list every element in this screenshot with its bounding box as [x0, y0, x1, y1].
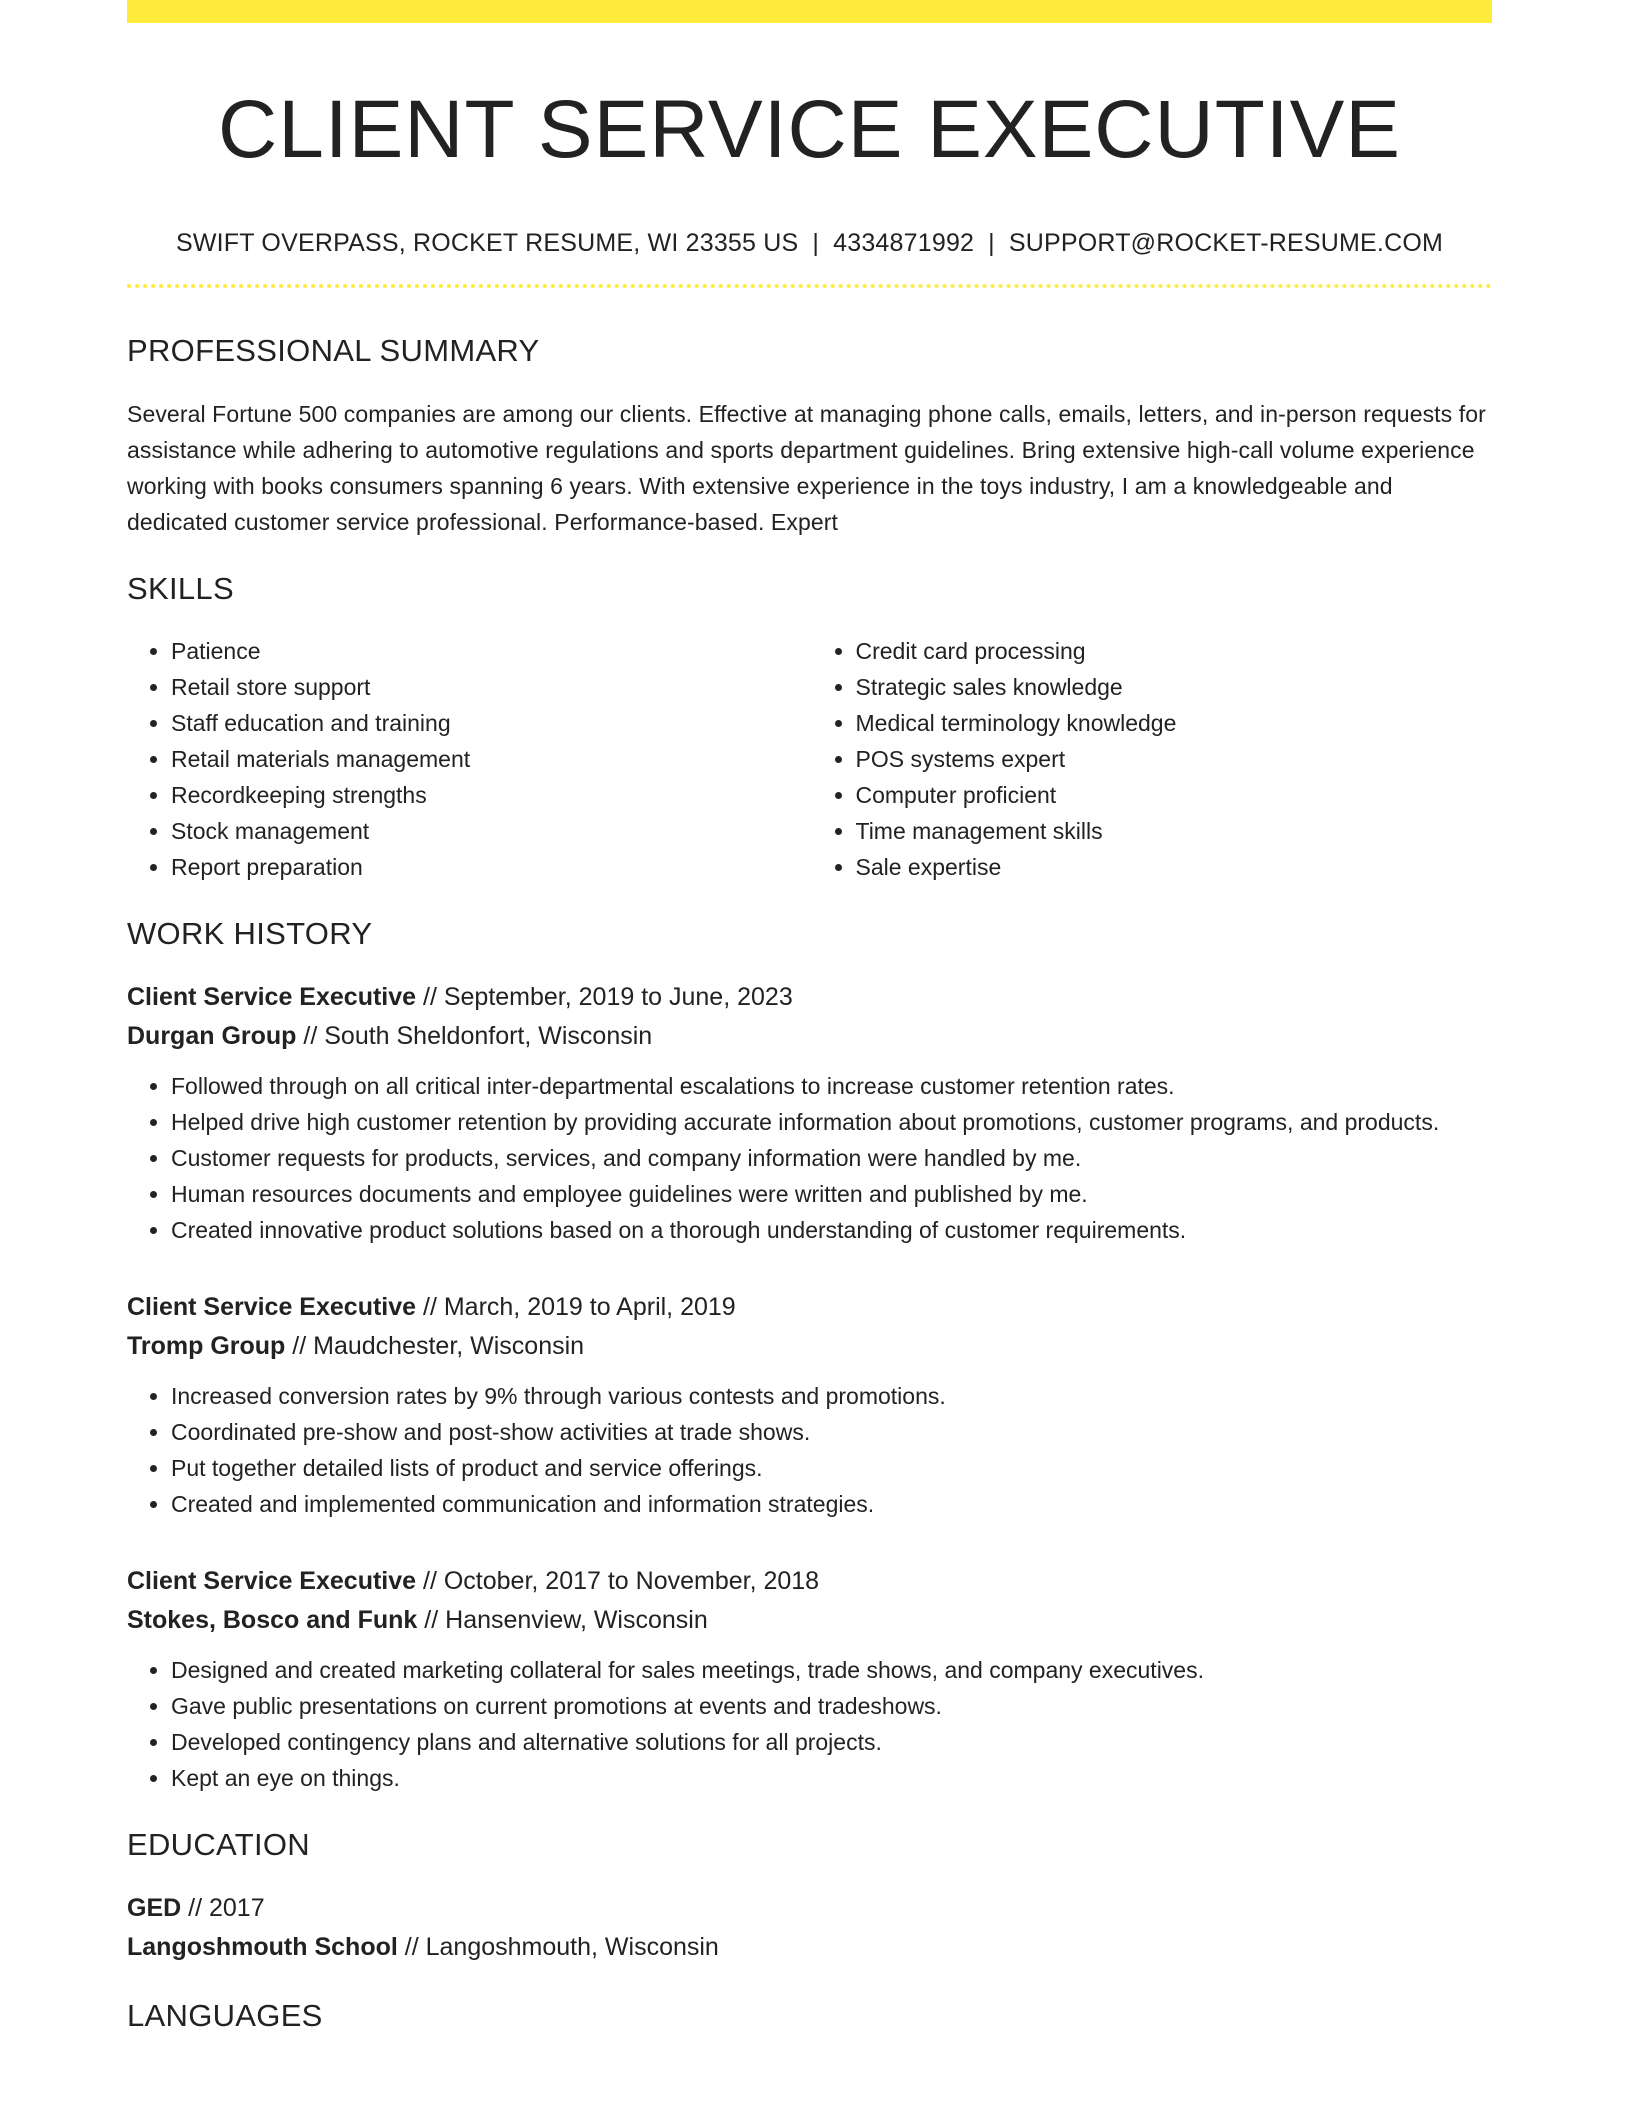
job-title: Client Service Executive [127, 1566, 417, 1595]
dotted-divider [127, 284, 1492, 288]
contact-line [127, 229, 1492, 258]
skill-item: • POS systems expert [856, 741, 1493, 777]
skill-item: • Staff education and training [171, 705, 808, 741]
resume-page [127, 0, 1492, 2034]
job-bullet: • Coordinated pre-show and post-show activities at trade shows. [171, 1414, 1492, 1450]
job-location: Maudchester, Wisconsin [313, 1331, 585, 1360]
job-bullet: • Helped drive high customer retention by providing accurate information about promotions, customer programs, and products. [171, 1104, 1492, 1140]
job-company-line [127, 1327, 1492, 1366]
top-accent-bar [127, 0, 1492, 23]
education-entry [127, 1889, 1492, 1967]
job-bullet: • Human resources documents and employee guidelines were written and published by me. [171, 1176, 1492, 1212]
job-entry [127, 1288, 1492, 1522]
delimiter: // [296, 1021, 325, 1050]
job-company: Stokes, Bosco and Funk [127, 1605, 418, 1634]
education-school: Langoshmouth School [127, 1933, 398, 1962]
job-bullet: • Gave public presentations on current promotions at events and tradeshows. [171, 1688, 1492, 1724]
job-bullet: • Developed contingency plans and alternative solutions for all projects. [171, 1724, 1492, 1760]
job-company-line [127, 1017, 1492, 1056]
languages-heading: LANGUAGES [127, 1998, 323, 2034]
skill-item: • Patience [171, 633, 808, 669]
education-school-line [127, 1928, 1492, 1967]
work-history-list [127, 978, 1492, 1796]
job-bullet: • Increased conversion rates by 9% through various contests and promotions. [171, 1378, 1492, 1414]
delimiter: // [285, 1331, 314, 1360]
delimiter: // [417, 1605, 446, 1634]
skills-list [127, 633, 1492, 885]
job-bullet: • Created innovative product solutions based on a thorough understanding of customer requirements. [171, 1212, 1492, 1248]
job-title-line [127, 978, 1492, 1017]
contact-phone: 4334871992 [833, 229, 975, 258]
contact-separator: | [988, 229, 995, 258]
contact-address: SWIFT OVERPASS, ROCKET RESUME, WI 23355 US [175, 229, 799, 258]
education-location: Langoshmouth, Wisconsin [425, 1933, 719, 1962]
delimiter: // [181, 1894, 209, 1923]
skill-item: • Medical terminology knowledge [856, 705, 1493, 741]
job-dates: October, 2017 to November, 2018 [443, 1566, 820, 1595]
job-bullet: • Customer requests for products, services, and company information were handled by me. [171, 1140, 1492, 1176]
skill-item: • Time management skills [856, 813, 1493, 849]
job-company-line [127, 1601, 1492, 1640]
contact-separator: | [812, 229, 820, 258]
resume-title: CLIENT SERVICE EXECUTIVE [218, 84, 1401, 175]
job-bullet: • Put together detailed lists of product and service offerings. [171, 1450, 1492, 1486]
job-dates: March, 2019 to April, 2019 [443, 1292, 736, 1321]
skill-item: • Sale expertise [856, 849, 1493, 885]
skill-item: • Credit card processing [856, 633, 1493, 669]
job-bullets [127, 1652, 1492, 1796]
education-year: 2017 [208, 1894, 265, 1923]
job-title-line [127, 1562, 1492, 1601]
education-degree: GED [127, 1894, 182, 1923]
job-title: Client Service Executive [127, 982, 417, 1011]
job-bullet: • Created and implemented communication and information strategies. [171, 1486, 1492, 1522]
job-bullet: • Designed and created marketing collateral for sales meetings, trade shows, and company executives. [171, 1652, 1492, 1688]
job-bullets [127, 1068, 1492, 1248]
delimiter: // [416, 1292, 444, 1321]
job-bullet: • Kept an eye on things. [171, 1760, 1492, 1796]
skill-item: • Recordkeeping strengths [171, 777, 808, 813]
job-entry [127, 978, 1492, 1248]
job-entry [127, 1562, 1492, 1796]
job-bullet: • Followed through on all critical inter-departmental escalations to increase customer retention rates. [171, 1068, 1492, 1104]
job-location: Hansenview, Wisconsin [445, 1605, 708, 1634]
job-title: Client Service Executive [127, 1292, 417, 1321]
skill-item: • Retail materials management [171, 741, 808, 777]
job-location: South Sheldonfort, Wisconsin [324, 1021, 653, 1050]
skills-heading: SKILLS [127, 570, 234, 606]
summary-text: Several Fortune 500 companies are among our clients. Effective at managing phone calls, emails, letters, and in-person requests for assistance while adhering to automotive regulations and sports department guidelines. Bring extensive high-call volume experience working with books consumers spanning 6 years. With extensive experience in the toys industry, I am a knowledgeable and dedicated customer service professional. Performance-based. Expert [127, 400, 1486, 535]
skill-item: • Strategic sales knowledge [856, 669, 1493, 705]
job-bullets [127, 1378, 1492, 1522]
work-heading: WORK HISTORY [127, 915, 373, 951]
skill-item: • Stock management [171, 813, 808, 849]
job-dates: September, 2019 to June, 2023 [443, 982, 793, 1011]
job-company: Durgan Group [127, 1021, 297, 1050]
summary-heading: PROFESSIONAL SUMMARY [127, 333, 540, 369]
skill-item: • Computer proficient [856, 777, 1493, 813]
skill-item: • Report preparation [171, 849, 808, 885]
delimiter: // [416, 1566, 444, 1595]
delimiter: // [397, 1933, 426, 1962]
contact-email: SUPPORT@ROCKET-RESUME.COM [1008, 229, 1444, 258]
job-company: Tromp Group [127, 1331, 286, 1360]
delimiter: // [416, 982, 444, 1011]
skill-item: • Retail store support [171, 669, 808, 705]
education-heading: EDUCATION [127, 1826, 310, 1862]
skills-column-left [127, 633, 808, 885]
job-title-line [127, 1288, 1492, 1327]
education-degree-line [127, 1889, 1492, 1928]
skills-column-right [808, 633, 1493, 885]
